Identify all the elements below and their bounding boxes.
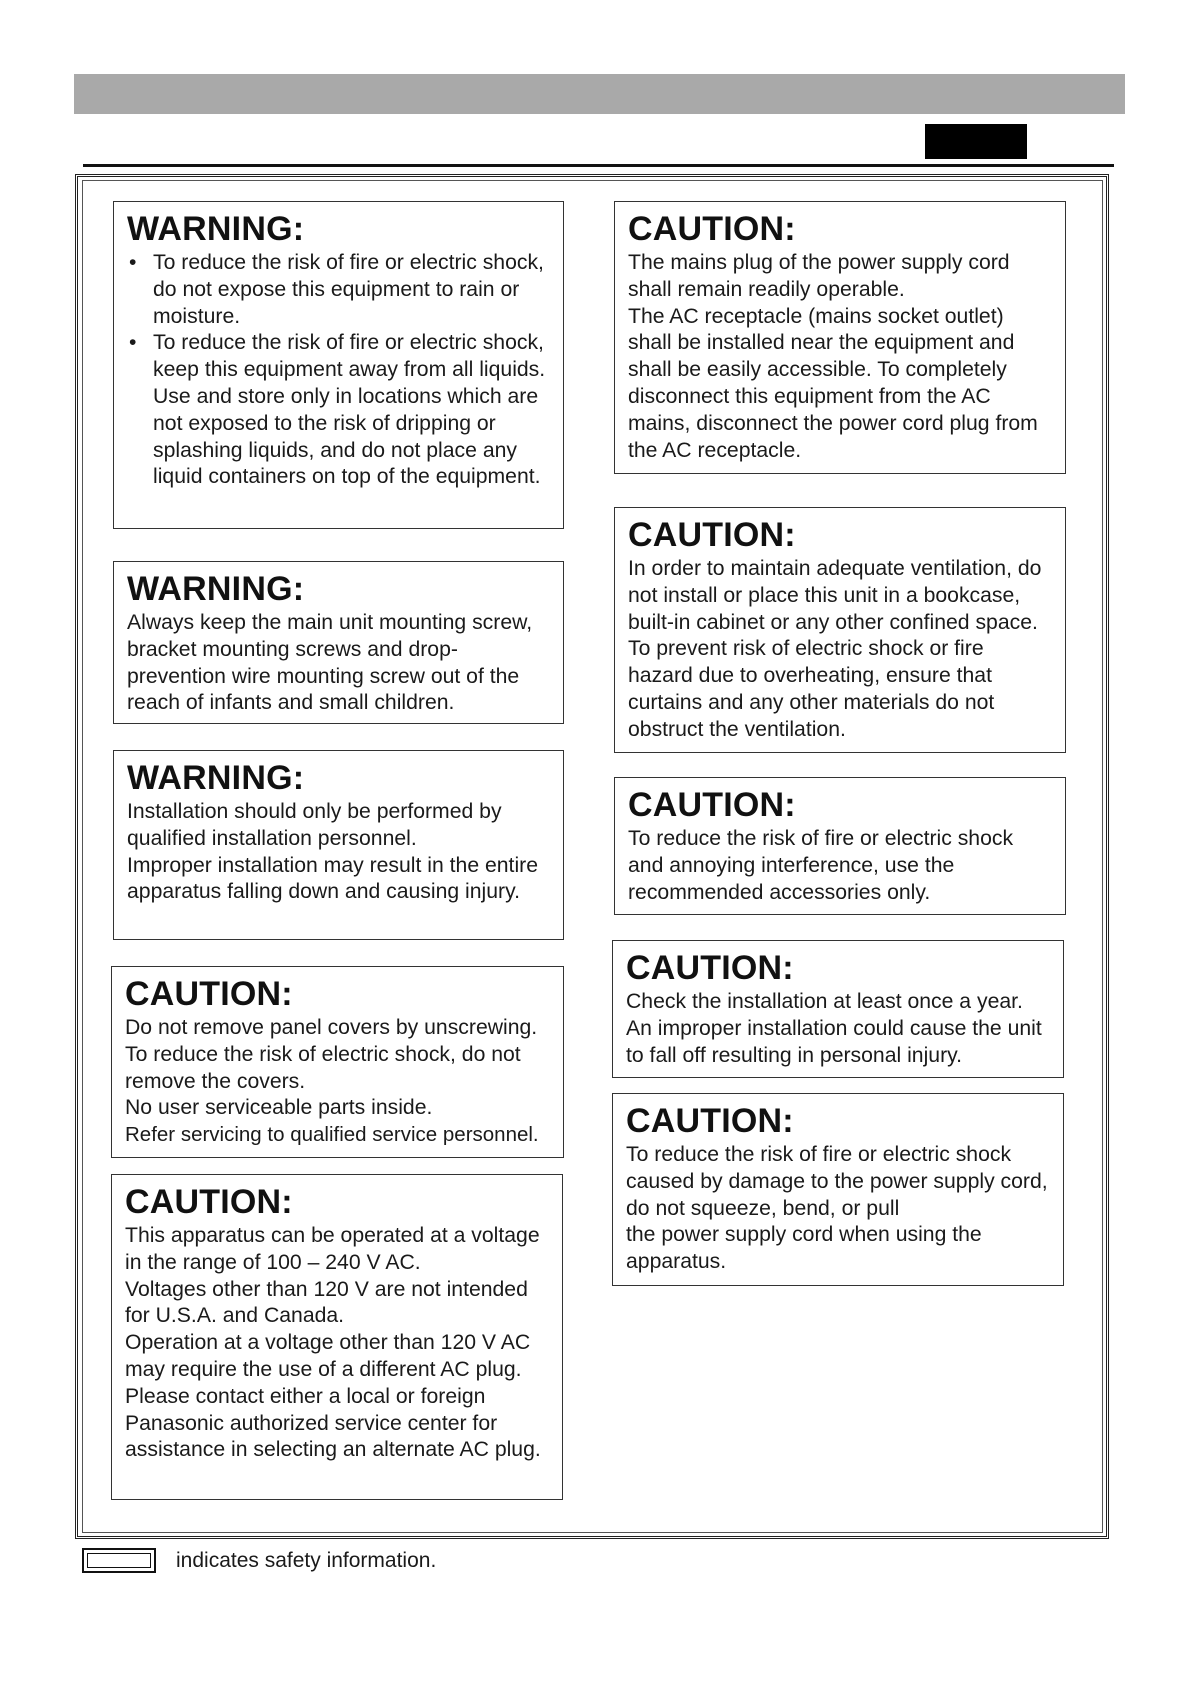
- notice-text: An improper installation could cause the unit to fall off resulting in personal injury.: [626, 1016, 1042, 1067]
- notice-text: To reduce the risk of electric shock, do not remove the covers.: [125, 1042, 521, 1093]
- bullet-list: [127, 250, 550, 491]
- notice-text: No user serviceable parts inside.: [125, 1096, 433, 1120]
- warning-box-water: [113, 201, 564, 529]
- bullet-item: • To reduce the risk of fire or electric shock, keep this equipment away from all liquids. Use and store only in locations which are not exposed to the risk of dripping or splashing liquids, and do not place any liquid containers on top of the equipment.: [127, 330, 550, 491]
- caution-box-covers: [111, 966, 564, 1158]
- caution-box-voltage: [111, 1174, 563, 1500]
- notice-text: the power supply cord when using the apparatus.: [626, 1223, 982, 1274]
- notice-text: To reduce the risk of fire or electric shock caused by damage to the power supply cord, do not squeeze, bend, or pull: [626, 1143, 1048, 1220]
- double-frame-icon: [82, 1548, 156, 1573]
- notice-heading: CAUTION:: [628, 210, 796, 248]
- notice-text: To reduce the risk of fire or electric shock and annoying interference, use the recommended accessories only.: [628, 827, 1014, 904]
- caution-box-power-cord: [612, 1093, 1064, 1286]
- notice-text: In order to maintain adequate ventilation, do not install or place this unit in a bookcase, built-in cabinet or any other confined space. To prevent risk of electric shock or fire hazard due to overheating, ensure that curtains and any other materials do not obstruct the ventilation.: [628, 557, 1042, 741]
- warning-box-installation: [113, 750, 564, 940]
- black-tab-marker: [925, 124, 1027, 159]
- caution-box-annual-check: [612, 940, 1064, 1078]
- notice-text: Refer servicing to qualified service personnel.: [125, 1123, 539, 1147]
- notice-heading: WARNING:: [127, 759, 305, 797]
- notice-text: Always keep the main unit mounting screw, bracket mounting screws and drop-prevention wire mounting screw out of the reach of infants and small children.: [127, 611, 533, 715]
- notice-text: Improper installation may result in the entire apparatus falling down and causing injury.: [127, 853, 538, 904]
- caution-box-ventilation: [614, 507, 1066, 753]
- notice-heading: CAUTION:: [125, 975, 293, 1013]
- notice-heading: CAUTION:: [626, 949, 794, 987]
- notice-heading: CAUTION:: [628, 786, 796, 824]
- notice-text: Installation should only be performed by qualified installation personnel.: [127, 800, 502, 850]
- safety-legend: [82, 1548, 436, 1573]
- notice-text: This apparatus can be operated at a voltage in the range of 100 – 240 V AC.: [125, 1224, 540, 1274]
- notice-heading: WARNING:: [127, 210, 305, 248]
- notice-text: The AC receptacle (mains socket outlet) shall be installed near the equipment and shall be easily accessible. To completely disconnect this equipment from the AC mains, disconnect the power cord plug from the AC receptacle.: [628, 304, 1038, 462]
- notice-heading: CAUTION:: [628, 516, 796, 554]
- header-rule: [83, 164, 1114, 167]
- notice-text: Voltages other than 120 V are not intended for U.S.A. and Canada.: [125, 1277, 528, 1328]
- notice-text: Operation at a voltage other than 120 V AC may require the use of a different AC plug. Please contact either a local or foreign Panasonic authorized service center for assistance in selecting an alternate AC plug.: [125, 1331, 541, 1462]
- caution-box-mains-plug: [614, 201, 1066, 474]
- caution-box-accessories: [614, 777, 1066, 915]
- legend-text: indicates safety information.: [176, 1548, 437, 1572]
- notice-heading: CAUTION:: [125, 1183, 293, 1221]
- notice-text: The mains plug of the power supply cord shall remain readily operable.: [628, 251, 1010, 301]
- notice-text: Check the installation at least once a year.: [626, 990, 1023, 1013]
- warning-box-screws: [113, 561, 564, 724]
- notice-heading: CAUTION:: [626, 1102, 794, 1140]
- bullet-item: • To reduce the risk of fire or electric shock, do not expose this equipment to rain or moisture.: [127, 250, 550, 330]
- header-bar: [74, 74, 1125, 114]
- notice-heading: WARNING:: [127, 570, 305, 608]
- notice-text: Do not remove panel covers by unscrewing.: [125, 1016, 538, 1039]
